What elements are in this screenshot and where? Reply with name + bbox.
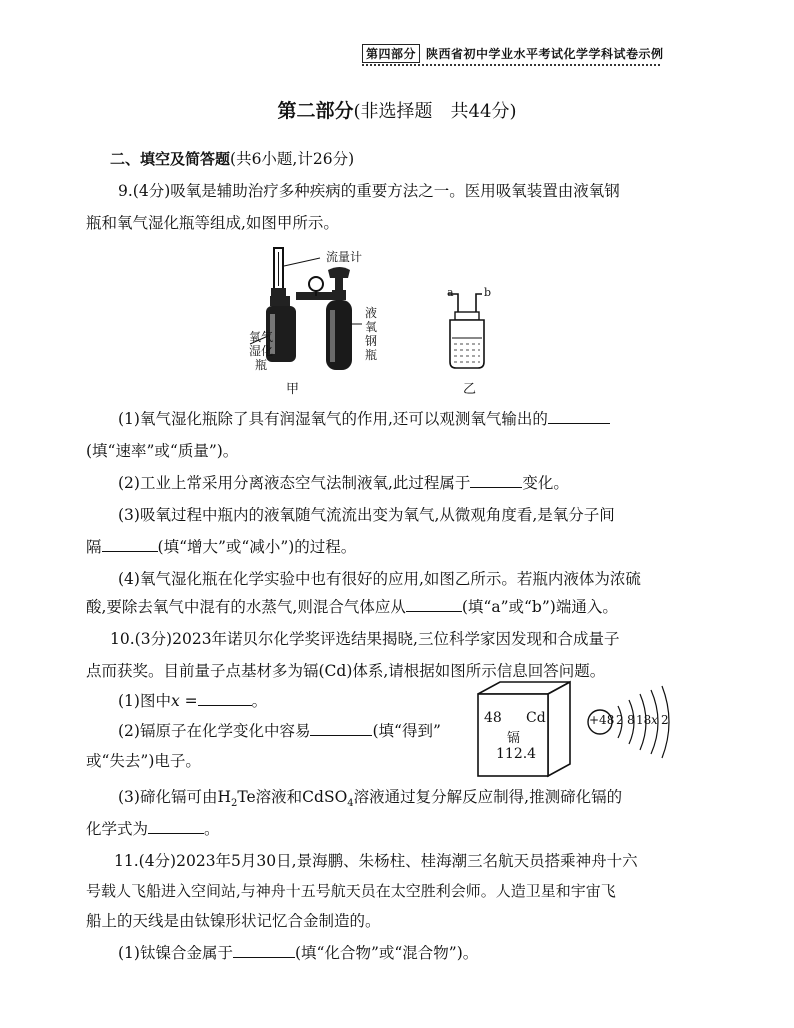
q9-intro-line1: 9.(4分)吸氧是辅助治疗多种疾病的重要方法之一。医用吸氧装置由液氧钢 [118,182,620,200]
q9-part2-text-b: 变化。 [522,474,569,492]
q10-intro-line1: 10.(3分)2023年诺贝尔化学奖评选结果揭晓,三位科学家因发现和合成量子 [110,630,620,648]
q10-part1-answer-blank[interactable] [198,690,252,706]
header-divider [362,64,660,66]
shell-5-electrons: 2 [661,713,669,727]
q10-part1-text-c: 。 [251,692,268,710]
q9-part3-text-c: (填“增大”或“减小”)的过程。 [157,538,357,556]
q11-intro-line1: 11.(4分)2023年5月30日,景海鹏、朱杨柱、桂海潮三名航天员搭乘神舟十六 [114,852,638,870]
shell-2-electrons: 8 [627,713,635,727]
section-detail: (共6小题,计26分) [230,150,355,168]
q10-part3-sub1: 2 [230,798,238,810]
q10-part3-line1 [118,786,622,815]
q9-part1-answer-blank[interactable] [548,408,610,424]
cylinder-label: 液氧钢瓶 [364,306,377,362]
q9-part2-answer-blank[interactable] [470,472,522,488]
q11-part1-text-b: (填“化合物”或“混合物”)。 [294,944,479,962]
q10-part1-line [118,690,267,712]
figure-yi-gas-washing-bottle [440,286,500,374]
q9-part4-text-b: 酸,要除去氧气中混有的水蒸气,则混合气体应从 [86,598,406,616]
q11-part1-answer-blank[interactable] [233,942,295,958]
q9-part3-line2 [86,536,356,558]
part-title-paren: (非选择题 共44分) [353,101,517,122]
section-heading [110,148,354,170]
q9-part1-line1 [118,408,610,430]
q10-part3-text-d: 化学式为 [86,820,149,838]
shell-4-electrons: x [651,713,658,727]
q9-part3-answer-blank[interactable] [102,536,158,552]
q10-part2-line1 [118,720,441,742]
flowmeter-label: 流量计 [326,250,363,264]
header-title: 陕西省初中学业水平考试化学学科试卷示例 [426,47,664,61]
q10-part2-line2: 或“失去”)电子。 [86,752,201,770]
q9-part1-text-a: (1)氧气湿化瓶除了具有润湿氧气的作用,还可以观测氧气输出的 [118,410,548,428]
q10-part2-text-b: (填“得到” [372,722,441,740]
q9-part4-line1: (4)氧气湿化瓶在化学实验中也有很好的应用,如图乙所示。若瓶内液体为浓硫 [118,570,641,588]
part-title-main: 第二部分 [277,100,354,122]
cadmium-element-cell [466,680,576,778]
shell-3-electrons: 18 [636,713,652,727]
q10-part3-sub2: 4 [347,798,354,810]
q10-part1-variable: x [170,692,180,710]
figure-yi-caption: 乙 [463,382,477,397]
port-a-label: a [447,286,454,299]
q10-part1-text-a: (1)图中 [118,692,171,710]
q10-intro-line2: 点而获奖。目前量子点基材多为镉(Cd)体系,请根据如图所示信息回答问题。 [86,662,606,680]
q10-part3-text-e: 。 [204,820,220,838]
q10-part1-text-b: = [179,692,198,710]
humidifier-label: 氧气湿化瓶 [248,330,273,372]
q10-part3-answer-blank[interactable] [148,818,204,834]
q9-part4-text-c: (填“a”或“b”)端通入。 [461,598,618,616]
q11-intro-line3: 船上的天线是由钛镍形状记忆合金制造的。 [86,912,381,930]
port-b-label: b [484,286,492,299]
q10-part3-text-a: (3)碲化镉可由H [118,788,231,806]
q9-part3-line1: (3)吸氧过程中瓶内的液氧随气流流出变为氧气,从微观角度看,是氧分子间 [118,506,615,524]
q9-part1-line2: (填“速率”或“质量”)。 [86,442,239,460]
section-label: 二、填空及简答题 [110,150,231,168]
running-header [362,44,662,64]
element-name: 镉 [507,731,521,746]
q10-part3-line2 [86,818,220,840]
nucleus-charge: +48 [589,713,615,727]
header-part-tag: 第四部分 [362,44,420,63]
q11-part1-line [118,942,478,964]
q9-part4-answer-blank[interactable] [406,596,462,612]
relative-atomic-mass: 112.4 [496,746,537,762]
q9-intro-line2: 瓶和氧气湿化瓶等组成,如图甲所示。 [86,214,339,232]
q10-part3-text-c: 溶液通过复分解反应制得,推测碲化镉的 [353,788,623,806]
q9-part2-line [118,472,569,494]
figure-jia-caption: 甲 [286,382,300,397]
page-title [0,96,794,123]
q9-part3-text-b: 隔 [86,538,102,556]
q11-part1-text-a: (1)钛镍合金属于 [118,944,233,962]
q9-part4-line2 [86,596,618,618]
q10-part2-answer-blank[interactable] [310,720,372,736]
atomic-number: 48 [484,710,502,726]
shell-1-electrons: 2 [616,713,624,727]
q10-part3-text-b: Te溶液和CdSO [237,788,348,806]
q9-part2-text-a: (2)工业上常采用分离液态空气法制液氧,此过程属于 [118,474,471,492]
q10-part2-text-a: (2)镉原子在化学变化中容易 [118,722,311,740]
element-symbol: Cd [526,710,546,726]
q11-intro-line2: 号载人飞船进入空间站,与神舟十五号航天员在太空胜利会师。人造卫星和宇宙飞 [86,882,616,900]
